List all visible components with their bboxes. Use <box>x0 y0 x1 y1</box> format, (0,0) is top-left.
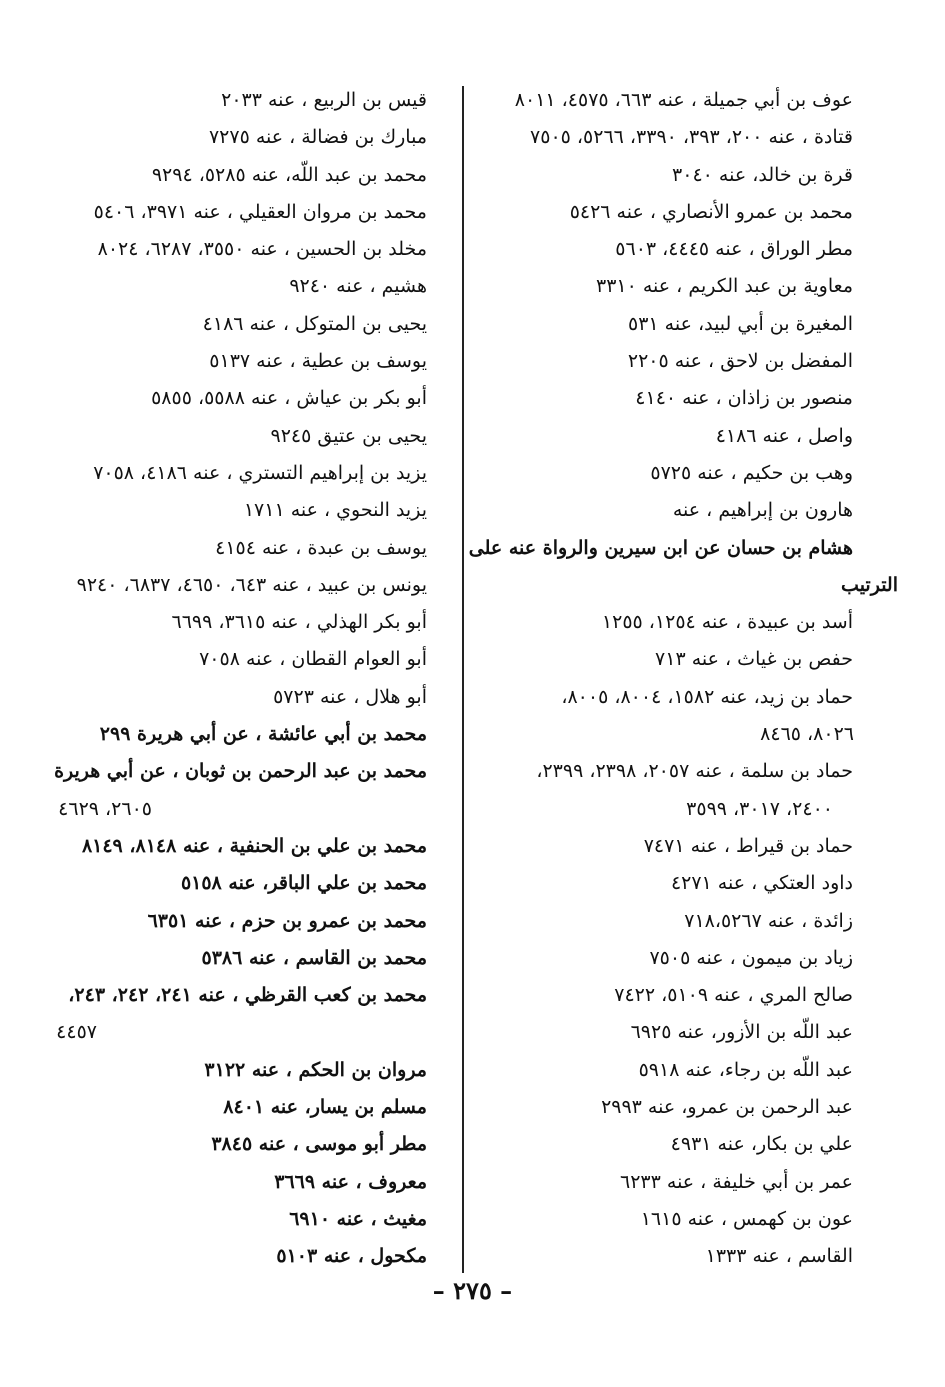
index-line: أبو هلال ، عنه ٥٧٢٣ <box>273 685 427 708</box>
index-line: يحيى بن المتوكل ، عنه ٤١٨٦ <box>202 312 427 335</box>
section-heading: مروان بن الحكم ، عنه ٣١٢٢ <box>204 1058 427 1081</box>
section-heading: محمد بن علي الباقر، عنه ٥١٥٨ <box>180 872 427 895</box>
index-line: داود العتكي ، عنه ٤٢٧١ <box>670 872 853 895</box>
index-line: محمد بن عمرو الأنصاري ، عنه ٥٤٢٦ <box>569 200 853 223</box>
index-line: حماد بن زيد، عنه ١٥٨٢، ٨٠٠٤، ٨٠٠٥، <box>561 685 853 708</box>
index-line: واصل ، عنه ٤١٨٦ <box>715 424 853 447</box>
section-heading: محمد بن عبد الرحمن بن ثوبان ، عن أبي هريرة <box>54 760 427 783</box>
index-line: معاوية بن عبد الكريم ، عنه ٣٣١٠ <box>595 275 853 298</box>
section-heading: محمد بن أبي عائشة ، عن أبي هريرة ٢٩٩ <box>99 723 427 746</box>
index-line: عون بن كهمس ، عنه ١٦١٥ <box>640 1207 853 1230</box>
index-line: حماد بن سلمة ، عنه ٢٠٥٧، ٢٣٩٨، ٢٣٩٩، <box>536 760 853 783</box>
page-number: – ٢٧٥ – <box>432 1276 513 1305</box>
index-line: يحيى بن عتيق ٩٢٤٥ <box>270 424 427 447</box>
section-heading: مطر أبو موسى ، عنه ٣٨٤٥ <box>211 1133 427 1156</box>
index-line: مخلد بن الحسين ، عنه ٣٥٥٠، ٦٢٨٧، ٨٠٢٤ <box>97 238 427 261</box>
index-line: مبارك بن فضالة ، عنه ٧٢٧٥ <box>208 126 427 149</box>
left-column <box>27 82 427 1276</box>
index-line: زياد بن ميمون ، عنه ٧٥٠٥ <box>649 946 853 969</box>
index-line: المغيرة بن أبي لبيد، عنه ٥٣١ <box>628 312 853 335</box>
index-line: يونس بن عبيد ، عنه ٦٤٣، ٤٦٥٠، ٦٨٣٧، ٩٢٤٠ <box>76 573 427 596</box>
index-line: أسد بن عبيدة ، عنه ١٢٥٤، ١٢٥٥ <box>601 611 853 634</box>
index-line: عبد الرحمن بن عمرو، عنه ٢٩٩٣ <box>601 1096 853 1119</box>
index-line: وهب بن حكيم ، عنه ٥٧٢٥ <box>650 461 853 484</box>
index-line: قتادة ، عنه ٢٠٠، ٣٩٣، ٣٣٩٠، ٥٢٦٦، ٧٥٠٥ <box>530 126 853 149</box>
section-heading: محمد بن القاسم ، عنه ٥٣٨٦ <box>201 946 427 969</box>
section-heading-cont: الترتيب <box>841 573 898 596</box>
section-heading: مغيث ، عنه ٦٩١٠ <box>289 1207 427 1230</box>
index-line: أبو بكر الهذلي ، عنه ٣٦١٥، ٦٦٩٩ <box>171 611 427 634</box>
index-line: المفضل بن لاحق ، عنه ٢٢٠٥ <box>627 350 853 373</box>
index-line: حماد بن قيراط ، عنه ٧٤٧١ <box>643 834 853 857</box>
index-line: مطر الوراق ، عنه ٤٤٤٥، ٥٦٠٣ <box>615 238 853 261</box>
index-line: هارون بن إبراهيم ، عنه <box>672 499 853 522</box>
index-line: محمد بن مروان العقيلي ، عنه ٣٩٧١، ٥٤٠٦ <box>93 200 427 223</box>
index-line: عبد اللّه بن الأزور، عنه ٦٩٢٥ <box>630 1021 853 1044</box>
index-line: أبو العوام القطان ، عنه ٧٠٥٨ <box>199 648 427 671</box>
index-line: زائدة ، عنه ٧١٨،٥٢٦٧ <box>684 909 853 932</box>
index-line: القاسم ، عنه ١٣٣٣ <box>705 1245 853 1268</box>
section-heading: معروف ، عنه ٣٦٦٩ <box>274 1170 427 1193</box>
index-line: يوسف بن عبدة ، عنه ٤١٥٤ <box>215 536 427 559</box>
section-heading: محمد بن عمرو بن حزم ، عنه ٦٣٥١ <box>147 909 427 932</box>
index-line: قرة بن خالد، عنه ٣٠٤٠ <box>672 163 853 186</box>
section-heading: مكحول ، عنه ٥١٠٣ <box>276 1245 427 1268</box>
index-line: هشيم ، عنه ٩٢٤٠ <box>289 275 427 298</box>
section-heading: هشام بن حسان عن ابن سيرين والرواة عنه على <box>468 536 853 559</box>
section-heading: مسلم بن يسار، عنه ٨٤٠١ <box>223 1096 427 1119</box>
column-divider <box>462 86 464 1273</box>
index-line: عمر بن أبي خليفة ، عنه ٦٢٣٣ <box>620 1170 853 1193</box>
index-line: علي بن بكار، عنه ٤٩٣١ <box>670 1133 853 1156</box>
index-line: قيس بن الربيع ، عنه ٢٠٣٣ <box>221 89 427 111</box>
index-line-cont: ٢٦٠٥، ٤٦٢٩ <box>58 797 152 820</box>
index-line: محمد بن عبد اللّه، عنه ٥٢٨٥، ٩٢٩٤ <box>151 163 427 186</box>
index-line: عبد اللّه بن رجاء، عنه ٥٩١٨ <box>638 1058 853 1081</box>
right-column <box>468 82 898 1276</box>
section-heading: محمد بن علي بن الحنفية ، عنه ٨١٤٨، ٨١٤٩ <box>81 834 427 857</box>
section-heading: محمد بن كعب القرظي ، عنه ٢٤١، ٢٤٢، ٢٤٣، <box>68 984 427 1007</box>
index-line: منصور بن زاذان ، عنه ٤١٤٠ <box>635 387 853 410</box>
index-line-cont: ٨٠٢٦، ٨٤٦٥ <box>760 723 854 746</box>
index-line: عوف بن أبي جميلة ، عنه ٦٦٣، ٤٥٧٥، ٨٠١١ <box>514 89 853 111</box>
index-line: يزيد بن إبراهيم التستري ، عنه ٤١٨٦، ٧٠٥٨ <box>93 461 427 484</box>
index-line: صالح المري ، عنه ٥١٠٩، ٧٤٢٢ <box>614 984 853 1007</box>
index-line: حفص بن غياث ، عنه ٧١٣ <box>655 648 853 671</box>
index-line-cont: ٤٤٥٧ <box>56 1021 97 1044</box>
index-line: يوسف بن عطية ، عنه ٥١٣٧ <box>209 350 427 373</box>
index-line-cont: ٢٤٠٠، ٣٠١٧، ٣٥٩٩ <box>686 797 833 820</box>
index-line: يزيد النحوي ، عنه ١٧١١ <box>243 499 427 522</box>
index-line: أبو بكر بن عياش ، عنه ٥٥٨٨، ٥٨٥٥ <box>151 387 427 410</box>
